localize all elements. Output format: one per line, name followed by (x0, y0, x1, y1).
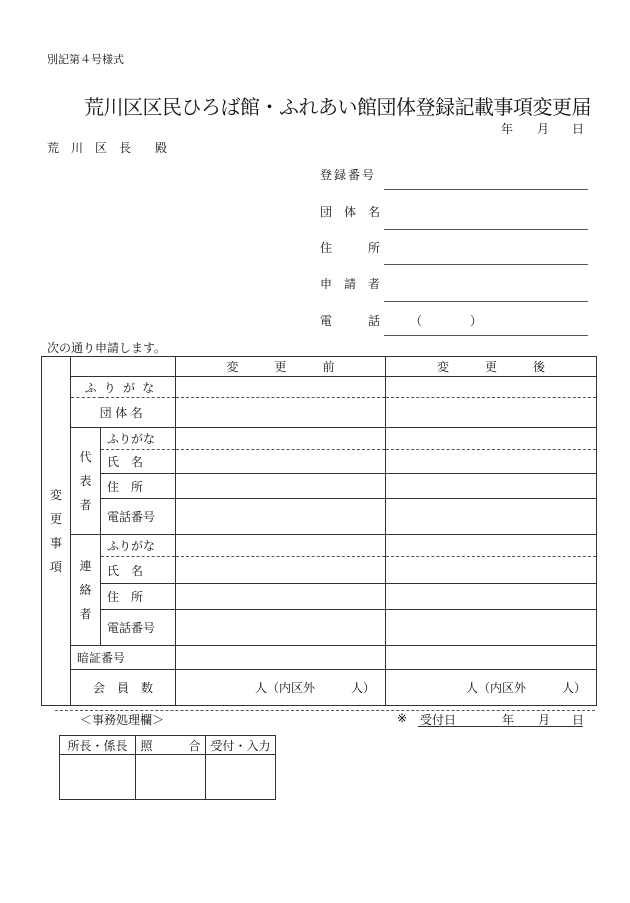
contact-phone-after[interactable] (386, 610, 597, 646)
group-name-before[interactable] (176, 398, 386, 428)
change-items-label: 変 更 事 項 (42, 357, 71, 706)
rep-address-before[interactable] (176, 474, 386, 499)
contact-name-after[interactable] (386, 557, 597, 584)
phone-label: 電 話 (320, 314, 381, 328)
rep-phone-label: 電話番号 (101, 499, 176, 535)
group-name-row-label: 団体名 (71, 398, 176, 428)
stamp-header-verify: 照 合 (136, 736, 206, 755)
registration-number-field[interactable] (384, 189, 588, 190)
receipt-underline (418, 726, 583, 727)
phone-field[interactable] (384, 335, 588, 336)
rep-furigana-before[interactable] (176, 428, 386, 450)
contact-name-before[interactable] (176, 557, 386, 584)
addressee: 荒 川 区 長 殿 (47, 141, 168, 155)
contact-furigana-before[interactable] (176, 535, 386, 557)
passcode-after[interactable] (386, 646, 597, 670)
furigana-after[interactable] (386, 377, 597, 398)
furigana-before[interactable] (176, 377, 386, 398)
representative-label: 代 表 者 (71, 428, 101, 535)
contact-phone-label: 電話番号 (101, 610, 176, 646)
col-after-header: 変 更 後 (386, 357, 597, 377)
stamp-cell-receipt[interactable] (206, 755, 276, 800)
contact-furigana-after[interactable] (386, 535, 597, 557)
stamp-table (59, 735, 276, 800)
rep-name-label: 氏 名 (101, 450, 176, 474)
passcode-label: 暗証番号 (71, 646, 176, 670)
receipt-year: 年 (502, 713, 515, 727)
contact-address-label: 住 所 (101, 584, 176, 610)
day-label: 日 (572, 122, 585, 136)
member-count-label: 会 員 数 (71, 670, 176, 706)
contact-phone-before[interactable] (176, 610, 386, 646)
rep-address-label: 住 所 (101, 474, 176, 499)
rep-name-after[interactable] (386, 450, 597, 474)
contact-furigana-label: ふりがな (101, 535, 176, 557)
page-title: 荒川区区民ひろば館・ふれあい館団体登録記載事項変更届 (84, 95, 591, 119)
group-name-after[interactable] (386, 398, 597, 428)
month-label: 月 (537, 122, 550, 136)
passcode-before[interactable] (176, 646, 386, 670)
rep-furigana-after[interactable] (386, 428, 597, 450)
furigana-label: ふりがな (71, 377, 176, 398)
contact-person-label: 連 絡 者 (71, 535, 101, 646)
registration-number-label: 登録番号 (320, 168, 377, 182)
member-count-before[interactable]: 人（内区外 人） (176, 670, 386, 706)
stamp-header-receipt: 受付・入力 (206, 736, 276, 755)
rep-phone-after[interactable] (386, 499, 597, 535)
phone-area-code[interactable]: （ ） (410, 314, 483, 328)
contact-address-after[interactable] (386, 584, 597, 610)
col-before-header: 変 更 前 (176, 357, 386, 377)
office-section-label: ＜事務処理欄＞ (80, 713, 165, 727)
year-label: 年 (501, 122, 514, 136)
header-blank (71, 357, 176, 377)
contact-address-before[interactable] (176, 584, 386, 610)
stamp-header-chief: 所長・係長 (60, 736, 136, 755)
group-name-label: 団 体 名 (320, 205, 381, 219)
receipt-mark: ※ (397, 711, 408, 725)
stamp-cell-verify[interactable] (136, 755, 206, 800)
receipt-label: 受付日 (420, 713, 457, 727)
intro-text: 次の通り申請します。 (47, 341, 167, 355)
applicant-label: 申 請 者 (320, 277, 381, 291)
receipt-day: 日 (572, 713, 585, 727)
form-id: 別記第４号様式 (47, 53, 124, 66)
applicant-field[interactable] (384, 301, 588, 302)
member-count-after[interactable]: 人（内区外 人） (386, 670, 597, 706)
receipt-month: 月 (538, 713, 551, 727)
change-table (41, 356, 597, 706)
rep-phone-before[interactable] (176, 499, 386, 535)
contact-name-label: 氏 名 (101, 557, 176, 584)
rep-name-before[interactable] (176, 450, 386, 474)
rep-address-after[interactable] (386, 474, 597, 499)
rep-furigana-label: ふりがな (101, 428, 176, 450)
group-name-field[interactable] (384, 229, 588, 230)
address-field[interactable] (384, 264, 588, 265)
stamp-cell-chief[interactable] (60, 755, 136, 800)
address-label: 住 所 (320, 241, 381, 255)
